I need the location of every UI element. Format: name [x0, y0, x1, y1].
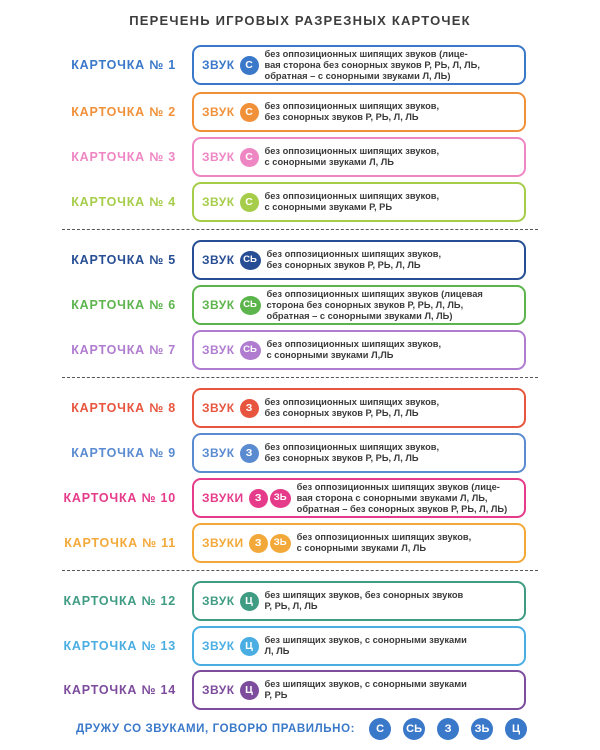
sound-badge: С — [240, 103, 259, 122]
card-box — [192, 45, 526, 85]
sound-badges — [238, 56, 259, 75]
card-box — [192, 388, 526, 428]
sound-badge: Ц — [240, 637, 259, 656]
sound-badges — [247, 534, 291, 553]
card-label: КАРТОЧКА № 13 — [63, 639, 176, 653]
sound-word: ЗВУК — [202, 683, 235, 697]
card-row — [0, 581, 600, 621]
sound-badge: Ц — [240, 681, 259, 700]
card-box — [192, 670, 526, 710]
sound-badge: З — [249, 489, 268, 508]
sound-word: ЗВУК — [202, 195, 235, 209]
section-divider — [62, 570, 538, 571]
card-box — [192, 478, 526, 518]
card-box — [192, 433, 526, 473]
card-description: без оппозиционных шипящих звуков (лицевая сторона без сонорных звуков Р, РЬ, Л, ЛЬ, обратная – с сонорными звуками Л, ЛЬ) — [266, 288, 483, 321]
card-row — [0, 388, 600, 428]
card-description: без шипящих звуков, с сонорными звуками Р, РЬ — [264, 679, 467, 700]
card-label: КАРТОЧКА № 9 — [71, 446, 176, 460]
sound-word: ЗВУК — [202, 150, 235, 164]
sound-badge: С — [240, 56, 259, 75]
sound-badges — [238, 193, 259, 212]
sound-badge: З — [249, 534, 268, 553]
sound-badge: СЬ — [240, 251, 261, 270]
sound-badge: С — [240, 193, 259, 212]
sound-badge: ЗЬ — [270, 534, 291, 553]
footer-sound-badge: З — [437, 718, 459, 740]
sound-word: ЗВУК — [202, 401, 235, 415]
card-row — [0, 240, 600, 280]
sound-badges — [238, 444, 259, 463]
card-description: без оппозиционных шипящих звуков (лице- вая сторона без сонорных звуков Р, РЬ, Л, ЛЬ, обратная – с сонорными звуками Л, ЛЬ) — [264, 48, 480, 81]
card-description: без оппозиционных шипящих звуков, без сонорных звуков Р, РЬ, Л, ЛЬ — [266, 249, 442, 270]
card-row — [0, 670, 600, 710]
card-label: КАРТОЧКА № 3 — [71, 150, 176, 164]
sound-badge: Ц — [240, 592, 259, 611]
card-row — [0, 92, 600, 132]
sound-badge: ЗЬ — [270, 489, 291, 508]
sound-word: ЗВУК — [202, 343, 235, 357]
sound-badges — [238, 681, 259, 700]
section-divider — [62, 377, 538, 378]
card-description: без оппозиционных шипящих звуков, с сонорными звуками Л, ЛЬ — [296, 532, 472, 553]
card-row — [0, 182, 600, 222]
sound-badges — [238, 148, 259, 167]
card-row — [0, 433, 600, 473]
sound-badge: З — [240, 399, 259, 418]
sound-badges — [247, 489, 291, 508]
sound-badges — [238, 592, 259, 611]
footer — [76, 717, 536, 741]
card-box — [192, 92, 526, 132]
footer-sound-badge: СЬ — [403, 718, 425, 740]
sound-badge: З — [240, 444, 259, 463]
card-row — [0, 285, 600, 325]
card-label: КАРТОЧКА № 2 — [71, 105, 176, 119]
card-box — [192, 581, 526, 621]
sound-badges — [238, 103, 259, 122]
card-row — [0, 330, 600, 370]
card-row — [0, 523, 600, 563]
sound-badges — [238, 296, 261, 315]
card-description: без шипящих звуков, с сонорными звуками Л, ЛЬ — [264, 635, 467, 656]
footer-text: ДРУЖУ СО ЗВУКАМИ, ГОВОРЮ ПРАВИЛЬНО: — [76, 723, 356, 735]
sound-word: ЗВУК — [202, 298, 235, 312]
sound-badge: СЬ — [240, 341, 261, 360]
footer-badges — [369, 718, 539, 740]
card-row — [0, 626, 600, 666]
card-box — [192, 523, 526, 563]
section-divider — [62, 229, 538, 230]
card-label: КАРТОЧКА № 7 — [71, 343, 176, 357]
sound-badge: СЬ — [240, 296, 261, 315]
card-box — [192, 330, 526, 370]
sound-badges — [238, 251, 261, 270]
card-box — [192, 240, 526, 280]
footer-sound-badge: Ц — [505, 718, 527, 740]
card-label: КАРТОЧКА № 14 — [63, 683, 176, 697]
footer-sound-badge: С — [369, 718, 391, 740]
card-row — [0, 137, 600, 177]
card-description: без оппозиционных шипящих звуков, без сонорных звуков Р, РЬ, Л, ЛЬ — [264, 442, 440, 463]
card-label: КАРТОЧКА № 5 — [71, 253, 176, 267]
card-label: КАРТОЧКА № 8 — [71, 401, 176, 415]
sound-word: ЗВУК — [202, 105, 235, 119]
page-title: ПЕРЕЧЕНЬ ИГРОВЫХ РАЗРЕЗНЫХ КАРТОЧЕК — [129, 13, 471, 28]
card-description: без оппозиционных шипящих звуков, с сонорными звуками Р, РЬ — [264, 191, 440, 212]
sound-word: ЗВУКИ — [202, 491, 244, 505]
card-row — [0, 478, 600, 518]
sound-badges — [238, 637, 259, 656]
sound-word: ЗВУК — [202, 446, 235, 460]
card-label: КАРТОЧКА № 12 — [63, 594, 176, 608]
card-description: без оппозиционных шипящих звуков, без сонорных звуков Р, РЬ, Л, ЛЬ — [264, 397, 440, 418]
card-label: КАРТОЧКА № 1 — [71, 58, 176, 72]
card-description: без оппозиционных шипящих звуков (лице- вая сторона с сонорными звуками Л, ЛЬ, обратная – без сонорных звуков Р, РЬ, Л, ЛЬ) — [296, 481, 508, 514]
card-box — [192, 626, 526, 666]
card-row — [0, 45, 600, 85]
card-box — [192, 285, 526, 325]
sound-word: ЗВУК — [202, 594, 235, 608]
sound-word: ЗВУК — [202, 58, 235, 72]
card-box — [192, 137, 526, 177]
sound-badges — [238, 341, 261, 360]
card-label: КАРТОЧКА № 10 — [63, 491, 176, 505]
card-box — [192, 182, 526, 222]
sound-word: ЗВУКИ — [202, 536, 244, 550]
footer-sound-badge: ЗЬ — [471, 718, 493, 740]
card-description: без оппозиционных шипящих звуков, с сонорными звуками Л, ЛЬ — [264, 146, 440, 167]
sound-badge: С — [240, 148, 259, 167]
card-label: КАРТОЧКА № 4 — [71, 195, 176, 209]
card-label: КАРТОЧКА № 6 — [71, 298, 176, 312]
sound-word: ЗВУК — [202, 639, 235, 653]
card-label: КАРТОЧКА № 11 — [64, 536, 176, 550]
sound-badges — [238, 399, 259, 418]
card-description: без шипящих звуков, без сонорных звуков Р, РЬ, Л, ЛЬ — [264, 590, 464, 611]
sound-word: ЗВУК — [202, 253, 235, 267]
card-description: без оппозиционных шипящих звуков, с сонорными звуками Л,ЛЬ — [266, 339, 442, 360]
card-description: без оппозиционных шипящих звуков, без сонорных звуков Р, РЬ, Л, ЛЬ — [264, 101, 440, 122]
